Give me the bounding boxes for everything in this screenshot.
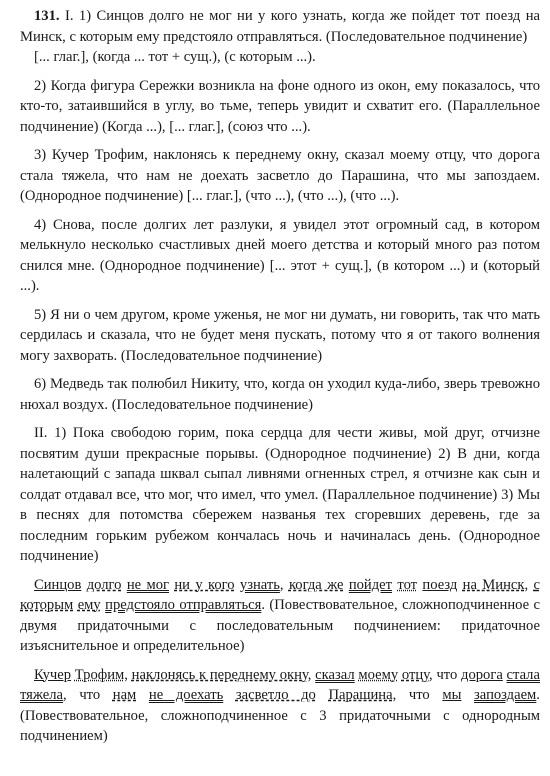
item-number: 3)	[501, 486, 514, 503]
item-number: 1)	[78, 8, 92, 24]
subject: поезд	[422, 576, 458, 593]
item-text: Мы в песнях для потомства сбережем названья тех сгоревших деревень, где за последним горьким рубежом кончалась ночь и начиналась день. (Однородное подчинение)	[20, 486, 540, 564]
adverbial: на Минск	[462, 576, 525, 593]
item-text: Медведь так полюбил Никиту, что, когда он уходил куда-либо, зверь тревожно нюхал воздух. (Последовательное подчинение)	[20, 376, 541, 413]
part-label: I.	[64, 8, 74, 24]
item-4	[20, 215, 540, 297]
attribute: моему	[358, 666, 399, 683]
item-text: В дни, когда налетающий с запада шквал сыпал ливнями огненных стрел, я отчизне как сын и солдат отдавал все, что мог, что имел, что умел. (Параллельное подчинение)	[20, 445, 540, 503]
predicate: не мог	[126, 576, 169, 593]
item-text: Синцов долго не мог ни у кого узнать, когда же пойдет тот поезд на Минск, с которым ему предстояло отправляться. (Последовательное подчинение)	[20, 8, 541, 45]
predicate: не доехать	[148, 687, 224, 703]
adverbial-phrase: наклонясь к переднему окну	[131, 666, 308, 683]
conjunction: что	[408, 687, 430, 703]
task-number: 131.	[34, 8, 60, 24]
item-2	[20, 76, 540, 138]
conjunction: что	[436, 666, 458, 683]
item-number: 1)	[54, 425, 67, 441]
item-number: 3)	[34, 147, 47, 163]
item-text: Я ни о чем другом, кроме уженья, не мог ни думать, ни говорить, так что мать сердилась и сказала, что не будет меня пускать, потому что я от такого волнения могу захворать. (Последовательное подчинение)	[20, 306, 540, 364]
item-5	[20, 305, 540, 367]
object: с которым	[20, 576, 540, 613]
adverbial: засветло до	[235, 687, 316, 703]
object: ни у кого	[174, 576, 235, 593]
analysis-text: . (Повествовательное, сложноподчиненное с двумя придаточными с последовательным подчинением: придаточное изъяснительное и определительное)	[20, 597, 540, 654]
item-1-scheme	[20, 47, 540, 68]
scheme-text: [... глаг.], (когда ... тот + сущ.), (с которым ...).	[34, 49, 316, 65]
subject: Синцов	[34, 576, 82, 593]
attribute: тот	[397, 576, 418, 593]
subject: Кучер	[34, 666, 72, 683]
subject: дорога	[461, 666, 503, 683]
predicate: предстояло отправляться	[105, 597, 262, 613]
part-label: II.	[34, 425, 48, 441]
item-text: Пока свободою горим, пока сердца для чести живы, мой друг, отчизне посвятим души прекрасные порывы. (Однородное подчинение)	[20, 425, 540, 462]
conjunction: что	[79, 687, 101, 703]
analysis-text: . (Повествовательное, сложноподчиненное с 3 придаточными с однородным подчинением)	[20, 687, 540, 744]
item-text: Кучер Трофим, наклонясь к переднему окну, сказал моему отцу, что дорога стала тяжела, что нам не доехать засветло до Парашина, что мы запоздаем. (Однородное подчинение) [... глаг.], (что ...), (что ...), (что ...).	[20, 147, 540, 204]
item-number: 6)	[34, 376, 47, 392]
item-number: 4)	[34, 216, 47, 233]
predicate: узнать	[239, 576, 280, 593]
item-text: Когда фигура Сережки возникла на фоне одного из окон, ему показалось, что кто-то, затаившийся в углу, во тьме, теперь увидит и схватит его. (Параллельное подчинение) (Когда ...), [... глаг.], (союз что ...).	[20, 77, 540, 135]
subject: мы	[442, 687, 462, 703]
item-1	[20, 6, 540, 47]
predicate: сказал	[315, 666, 355, 683]
conjunction: когда же	[288, 576, 344, 593]
attribute: Трофим	[74, 666, 125, 683]
analysis-2: Кучер Трофим, наклонясь к переднему окну, сказал моему отцу, что дорога стала тяжела, что нам не доехать засветло до Парашина, что мы запоздаем. (Повествовательное, сложноподчиненное с 3 придаточными с однородным подчинением)	[20, 666, 540, 744]
item-number: 5)	[34, 306, 47, 323]
predicate: запоздаем	[474, 687, 537, 703]
adverbial: Парашина	[328, 687, 393, 703]
object: отцу	[401, 666, 430, 683]
item-3	[20, 145, 540, 207]
predicate: пойдет	[348, 576, 393, 593]
object: ему	[77, 597, 101, 613]
item-number: 2)	[34, 77, 47, 94]
item-text: Снова, после долгих лет разлуки, я увидел этот огромный сад, в котором мелькнуло несколько счастливых дней моего детства и который много раз потом снился мне. (Однородное подчинение) [... этот + сущ.], (в котором ...) и (который ...).	[20, 216, 540, 294]
analysis-1: Синцов долго не мог ни у кого узнать, когда же пойдет тот поезд на Минск, с которым ему предстояло отправляться. (Повествовательное, сложноподчиненное с двумя придаточными с последовательным подчинением: придаточное изъяснительное и определительное)	[20, 576, 540, 654]
object: нам	[112, 687, 137, 703]
item-number: 2)	[438, 445, 451, 462]
predicate: стала тяжела	[20, 666, 540, 703]
part-2	[20, 423, 540, 567]
adverbial: долго	[86, 576, 122, 593]
item-6	[20, 374, 540, 415]
